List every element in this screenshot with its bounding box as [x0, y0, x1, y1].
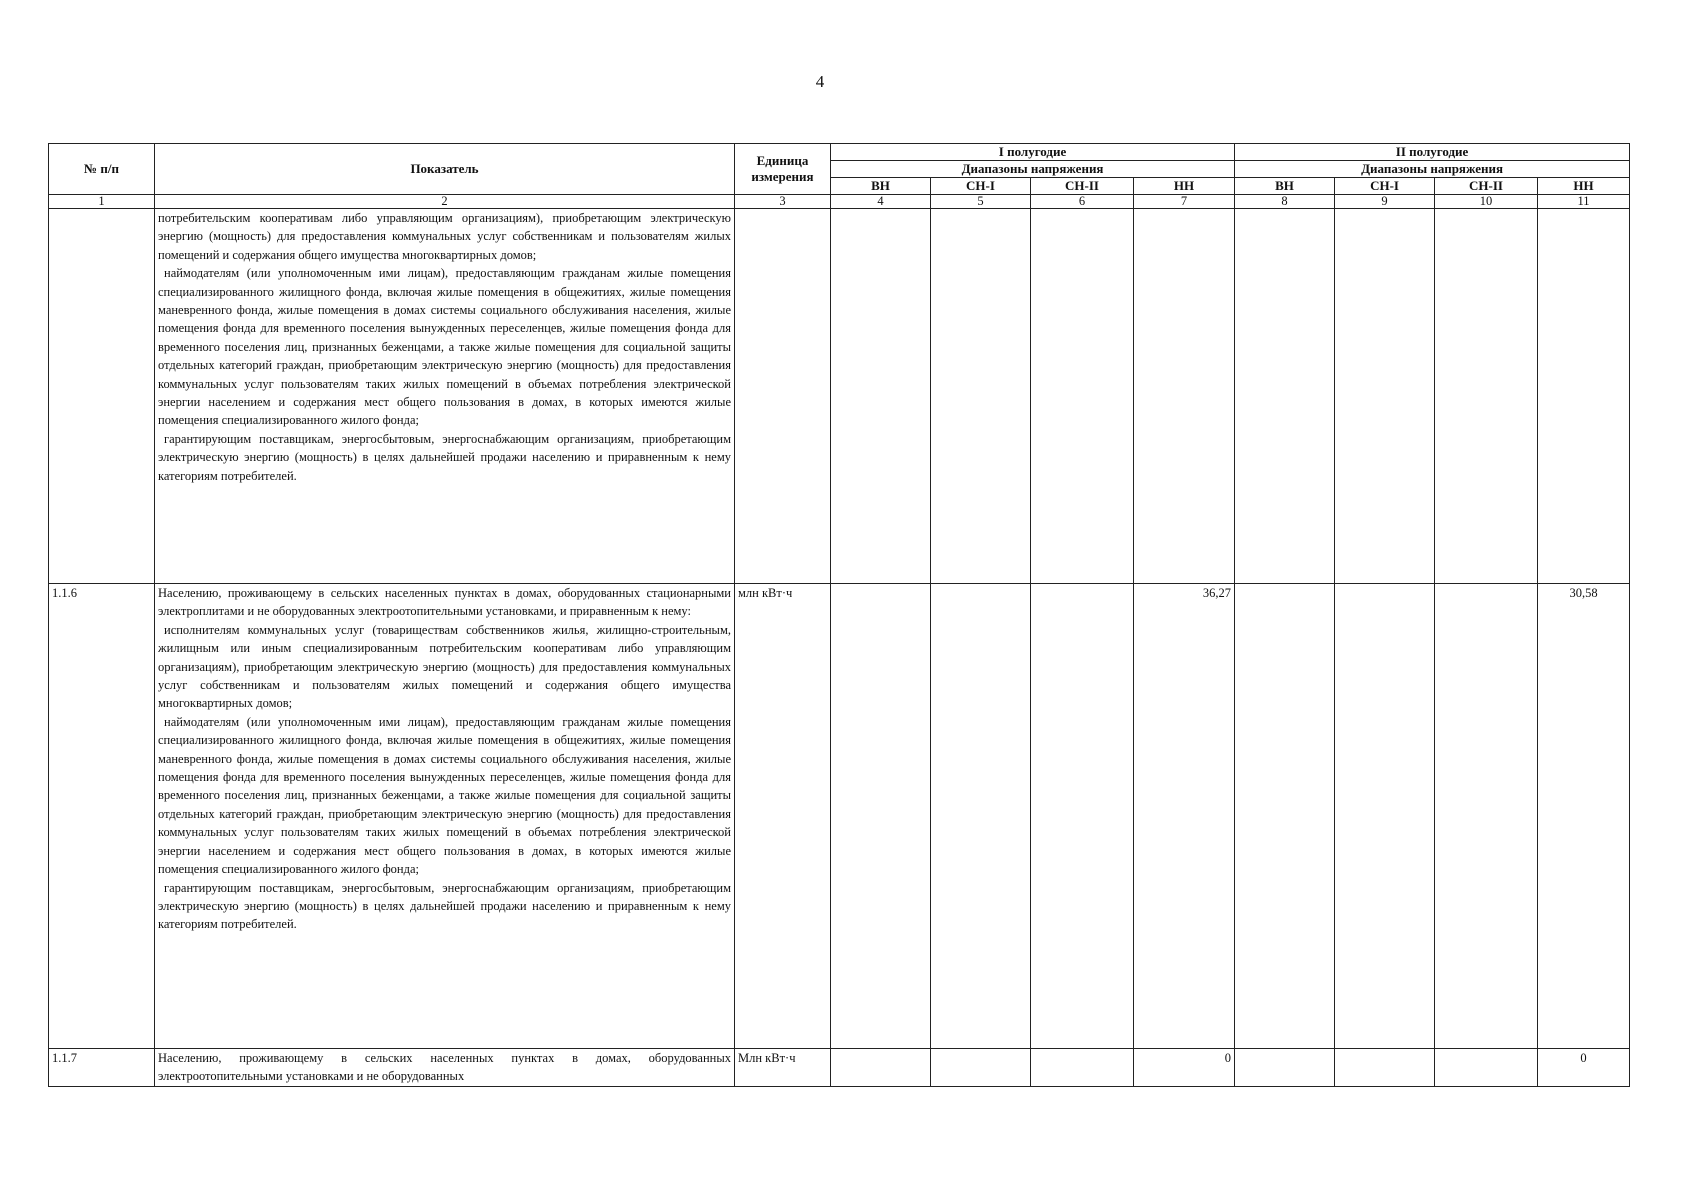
- column-number: 10: [1435, 195, 1538, 209]
- value-cell: [931, 1049, 1031, 1087]
- header-half-1: I полугодие: [831, 144, 1235, 161]
- table-row: [49, 209, 1630, 584]
- value-cell: [931, 209, 1031, 584]
- page-number: 4: [815, 72, 825, 91]
- row-number: 1.1.7: [49, 1049, 155, 1087]
- table-row: [49, 584, 1630, 1049]
- indicator-text: [155, 584, 735, 1049]
- value-cell: [1435, 209, 1538, 584]
- indicator-paragraph: Населению, проживающему в сельских населенных пунктах в домах, оборудованных стационарными электроплитами и не оборудованных электроотопительными установками, и приравненным к нему:: [158, 586, 731, 619]
- header-h1-sn1: СН-I: [931, 178, 1031, 195]
- value-cell: [1031, 584, 1134, 1049]
- header-num: № п/п: [49, 144, 155, 195]
- row-number: 1.1.6: [49, 584, 155, 1049]
- row-number: [49, 209, 155, 584]
- value-cell: [831, 1049, 931, 1087]
- column-number: 5: [931, 195, 1031, 209]
- column-number: 1: [49, 195, 155, 209]
- table-row: [49, 1049, 1630, 1087]
- value-cell: [1134, 209, 1235, 584]
- column-number: 8: [1235, 195, 1335, 209]
- value-cell: [931, 584, 1031, 1049]
- value-cell: 30,58: [1538, 584, 1630, 1049]
- value-cell: [831, 584, 931, 1049]
- header-h2-sn1: СН-I: [1335, 178, 1435, 195]
- value-cell: [1235, 209, 1335, 584]
- value-cell: [1335, 584, 1435, 1049]
- header-unit: Единица измерения: [735, 144, 831, 195]
- column-numbers-row: [49, 195, 1630, 209]
- value-cell: [1538, 209, 1630, 584]
- indicator-paragraph: наймодателям (или уполномоченным ими лицам), предоставляющим гражданам жилые помещения специализированного жилищного фонда, включая жилые помещения в общежитиях, жилые помещения маневренного фонда, жилые помещения в домах системы социального обслуживания населения, жилые помещения фонда для временного поселения вынужденных переселенцев, жилые помещения фонда для временного поселения лиц, признанных беженцами, а также жилые помещения для социальной защиты отдельных категорий граждан, приобретающим электрическую энергию (мощность) для предоставления коммунальных услуг пользователям таких жилых помещений в объемах потребления электрической энергии населением и содержания мест общего пользования в домах, в которых имеются жилые помещения специализированного жилого фонда;: [158, 266, 731, 428]
- value-cell: [831, 209, 931, 584]
- indicator-paragraph: Населению, проживающему в сельских населенных пунктах в домах, оборудованных электроотопительными установками и не оборудованных: [158, 1051, 731, 1084]
- header-half-2: II полугодие: [1235, 144, 1630, 161]
- header-ranges-1: Диапазоны напряжения: [831, 161, 1235, 178]
- value-cell: [1335, 1049, 1435, 1087]
- value-cell: 0: [1538, 1049, 1630, 1087]
- column-number: 9: [1335, 195, 1435, 209]
- column-number: 4: [831, 195, 931, 209]
- value-cell: [1235, 584, 1335, 1049]
- header-h1-vn: ВН: [831, 178, 931, 195]
- value-cell: [1435, 584, 1538, 1049]
- column-number: 6: [1031, 195, 1134, 209]
- value-cell: [1031, 209, 1134, 584]
- value-cell: [1335, 209, 1435, 584]
- tariff-volume-table: [48, 143, 1630, 1087]
- header-h1-sn2: СН-II: [1031, 178, 1134, 195]
- header-h1-nn: НН: [1134, 178, 1235, 195]
- value-cell: 0: [1134, 1049, 1235, 1087]
- column-number: 11: [1538, 195, 1630, 209]
- column-number: 3: [735, 195, 831, 209]
- indicator-text: [155, 209, 735, 584]
- value-cell: [1435, 1049, 1538, 1087]
- indicator-text: [155, 1049, 735, 1087]
- header-indicator: Показатель: [155, 144, 735, 195]
- indicator-paragraph: потребительским кооперативам либо управляющим организациям), приобретающим электрическую энергию (мощность) для предоставления коммунальных услуг собственникам и пользователям жилых помещений и содержания общего имущества многоквартирных домов;: [158, 211, 731, 262]
- unit-cell: Млн кВт·ч: [735, 1049, 831, 1087]
- indicator-paragraph: исполнителям коммунальных услуг (товариществам собственников жилья, жилищно-строительным, жилищным или иным специализированным потребительским кооперативам либо управляющим организациям), приобретающим электрическую энергию (мощность) для предоставления коммунальных услуг собственникам и пользователям жилых помещений и содержания общего имущества многоквартирных домов;: [158, 622, 731, 711]
- value-cell: [1235, 1049, 1335, 1087]
- value-cell: [1031, 1049, 1134, 1087]
- unit-cell: [735, 209, 831, 584]
- column-number: 2: [155, 195, 735, 209]
- header-h2-nn: НН: [1538, 178, 1630, 195]
- value-cell: 36,27: [1134, 584, 1235, 1049]
- header-h2-sn2: СН-II: [1435, 178, 1538, 195]
- column-number: 7: [1134, 195, 1235, 209]
- indicator-paragraph: гарантирующим поставщикам, энергосбытовым, энергоснабжающим организациям, приобретающим электрическую энергию (мощность) в целях дальнейшей продажи населению и приравненным к нему категориям потребителей.: [158, 880, 731, 932]
- header-ranges-2: Диапазоны напряжения: [1235, 161, 1630, 178]
- indicator-paragraph: гарантирующим поставщикам, энергосбытовым, энергоснабжающим организациям, приобретающим электрическую энергию (мощность) в целях дальнейшей продажи населению и приравненным к нему категориям потребителей.: [158, 431, 731, 483]
- unit-cell: млн кВт·ч: [735, 584, 831, 1049]
- indicator-paragraph: наймодателям (или уполномоченным ими лицам), предоставляющим гражданам жилые помещения специализированного жилищного фонда, включая жилые помещения в общежитиях, жилые помещения маневренного фонда, жилые помещения в домах системы социального обслуживания населения, жилые помещения фонда для временного поселения вынужденных переселенцев, жилые помещения фонда для временного поселения лиц, признанных беженцами, а также жилые помещения для социальной защиты отдельных категорий граждан, приобретающим электрическую энергию (мощность) для предоставления коммунальных услуг пользователям таких жилых помещений в объемах потребления электрической энергии населением и содержания мест общего пользования в домах, в которых имеются жилые помещения специализированного жилого фонда;: [158, 714, 731, 877]
- header-h2-vn: ВН: [1235, 178, 1335, 195]
